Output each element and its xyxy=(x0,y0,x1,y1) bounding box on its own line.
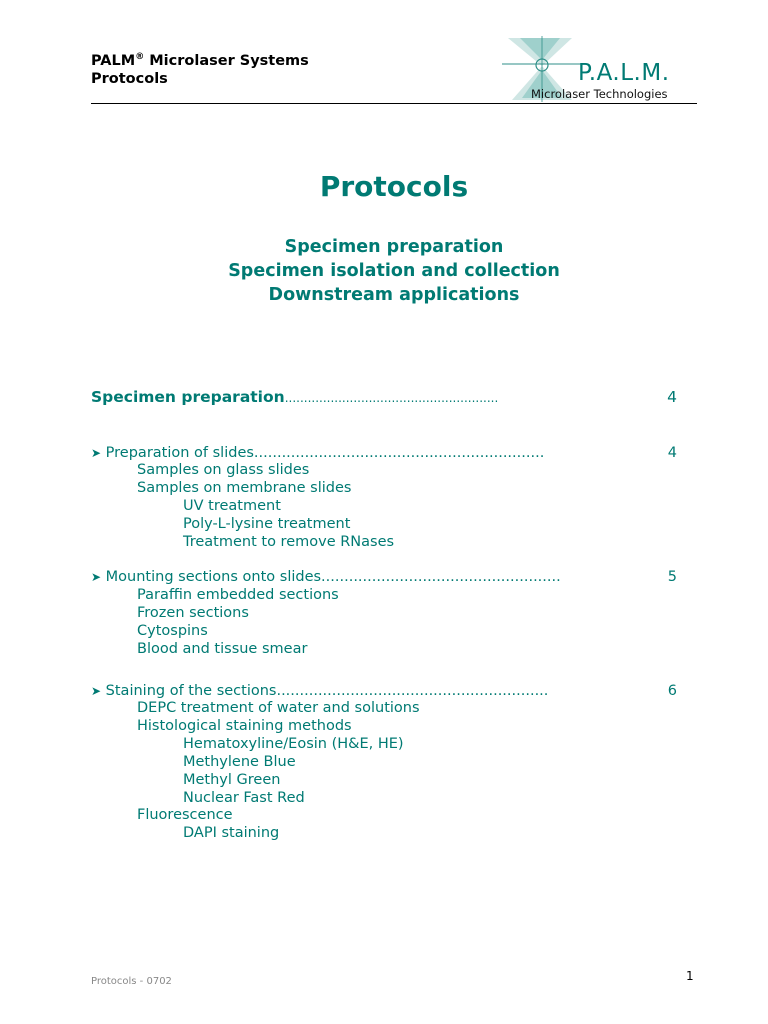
toc-entry-preparation-of-slides[interactable] xyxy=(91,444,681,462)
toc-entry-label: Preparation of slides............................................................... xyxy=(105,445,545,461)
subtitle: Specimen preparation xyxy=(284,237,504,257)
toc-subentry[interactable]: Poly-L-lysine treatment xyxy=(183,516,351,532)
toc-section-heading[interactable] xyxy=(91,388,681,406)
toc-entry-label: Staining of the sections........................................................... xyxy=(105,683,549,699)
subtitle: Specimen isolation and collection xyxy=(228,261,560,281)
header-title xyxy=(91,52,309,88)
toc-subentry[interactable]: Treatment to remove RNases xyxy=(183,534,395,550)
toc-entry-mounting-sections[interactable] xyxy=(91,568,681,586)
toc-subentry[interactable]: Samples on membrane slides xyxy=(137,480,352,496)
toc-page-number: 4 xyxy=(667,388,677,406)
toc-entry-staining-sections[interactable] xyxy=(91,682,681,700)
logo-name: P.A.L.M. xyxy=(578,60,670,86)
brand-name: PALM xyxy=(91,53,136,69)
toc-subentry[interactable]: Hematoxyline/Eosin (H&E, HE) xyxy=(183,736,404,752)
toc-subentry[interactable]: Fluorescence xyxy=(137,807,233,823)
toc-entry-label: Mounting sections onto slides.................................................... xyxy=(105,569,561,585)
subtitle-list xyxy=(0,235,768,307)
toc-subentry[interactable]: Histological staining methods xyxy=(137,718,352,734)
toc-subentry[interactable]: Methylene Blue xyxy=(183,754,296,770)
toc-subentry[interactable]: Methyl Green xyxy=(183,772,281,788)
toc-subentry[interactable]: DEPC treatment of water and solutions xyxy=(137,700,420,716)
header-subtitle: Protocols xyxy=(91,71,168,87)
toc-leader-dots: ........................................................ xyxy=(284,391,499,405)
toc-subentry[interactable]: DAPI staining xyxy=(183,825,280,841)
toc-page-number: 6 xyxy=(667,683,677,699)
logo-tagline: Microlaser Technologies xyxy=(531,87,668,101)
toc-page-number: 5 xyxy=(667,569,677,585)
footer-doc-id: Protocols - 0702 xyxy=(91,976,172,987)
toc-page-number: 4 xyxy=(667,445,677,461)
header-divider xyxy=(91,103,697,104)
page-title: Protocols xyxy=(319,170,469,203)
arrow-bullet-icon: ➤ xyxy=(91,570,102,584)
arrow-bullet-icon: ➤ xyxy=(91,684,102,698)
toc-subentry[interactable]: Frozen sections xyxy=(137,605,249,621)
page-number: 1 xyxy=(686,969,694,983)
header-title-rest: Microlaser Systems xyxy=(144,53,309,69)
toc-section-label: Specimen preparation xyxy=(91,388,285,406)
subtitle: Downstream applications xyxy=(268,285,520,305)
toc-subentry[interactable]: Cytospins xyxy=(137,623,208,639)
toc-subentry[interactable]: UV treatment xyxy=(183,498,281,514)
toc-subentry[interactable]: Blood and tissue smear xyxy=(137,641,308,657)
registered-mark: ® xyxy=(135,52,145,62)
arrow-bullet-icon: ➤ xyxy=(91,446,102,460)
toc-subentry[interactable]: Samples on glass slides xyxy=(137,462,310,478)
toc-subentry[interactable]: Nuclear Fast Red xyxy=(183,790,305,806)
toc-subentry[interactable]: Paraffin embedded sections xyxy=(137,587,339,603)
